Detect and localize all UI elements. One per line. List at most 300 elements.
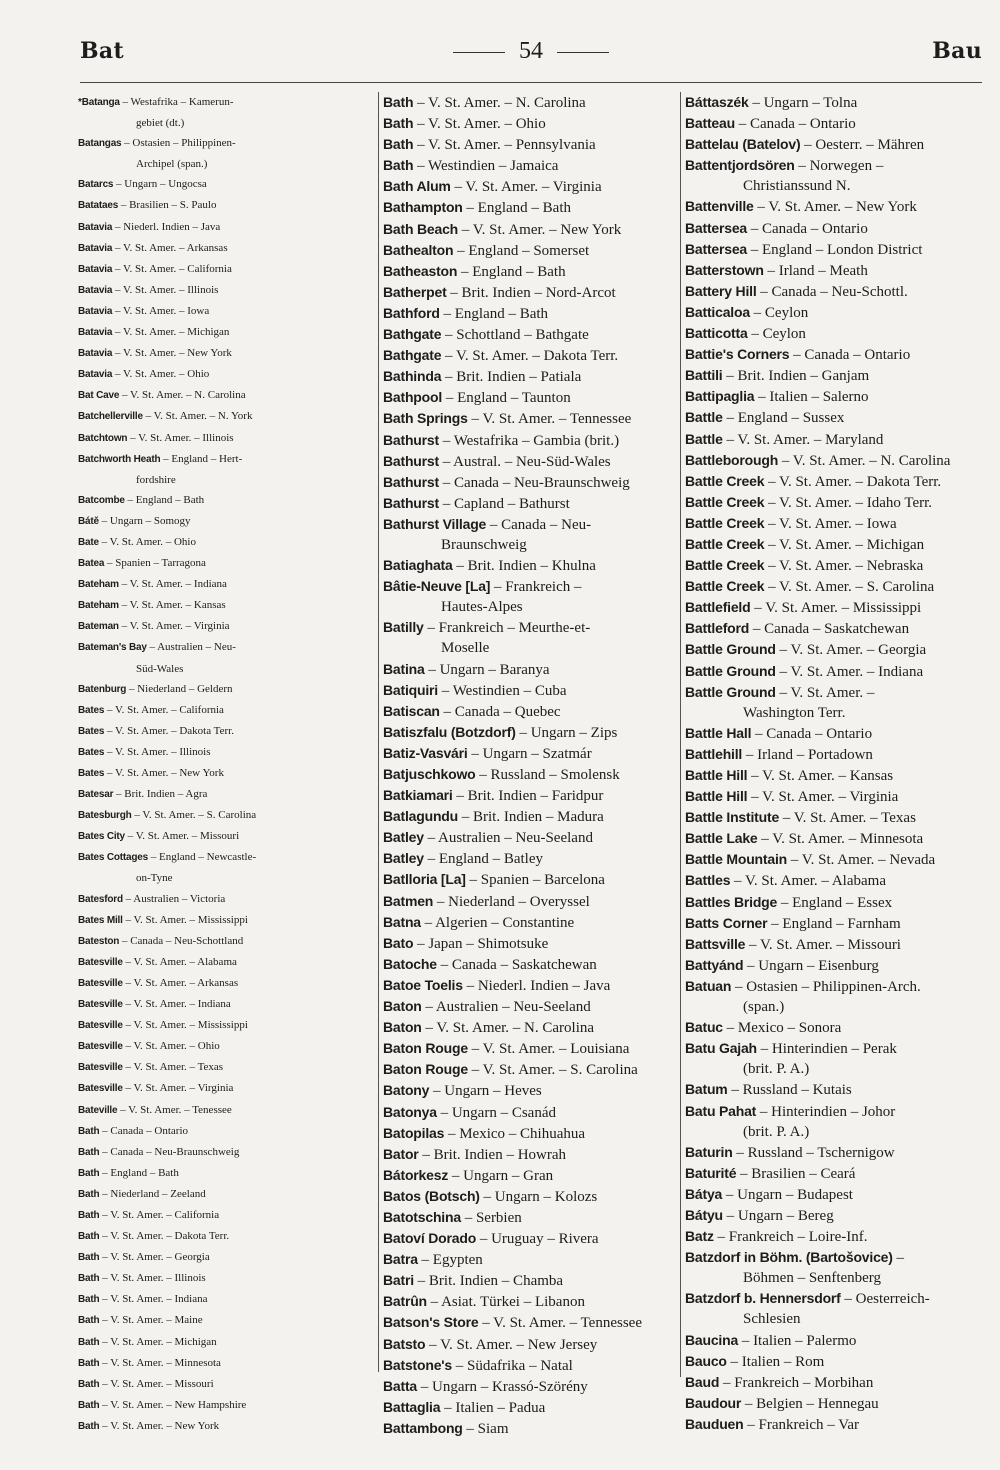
entry-headword: Battle Hall: [685, 724, 752, 741]
entry-headword: Batticaloa: [685, 303, 750, 320]
entry-headword: Batteau: [685, 115, 735, 132]
entry-headword: Bath: [78, 1188, 100, 1200]
entry-continuation: Moselle: [441, 640, 490, 657]
gazetteer-entry: [383, 1312, 679, 1333]
gazetteer-entry: [685, 744, 985, 765]
entry-headword: Batesville: [78, 1062, 123, 1074]
entry-headword: Báttaszék: [685, 94, 749, 110]
entry-headword: Batina: [383, 660, 425, 677]
gazetteer-entry: [383, 975, 679, 996]
gazetteer-entry: [383, 451, 679, 472]
entry-headword: Baucina: [685, 1331, 739, 1348]
entry-headword: Bath: [78, 1252, 100, 1264]
entry-headword: Batchtown: [78, 432, 128, 444]
entry-headword: Batz: [685, 1228, 714, 1245]
gazetteer-entry: [78, 1395, 374, 1416]
gazetteer-entry: [78, 1100, 374, 1121]
entry-location: – Japan – Shimotsuke: [413, 935, 549, 952]
entry-headword: Baton: [383, 998, 422, 1015]
entry-headword: Bath: [78, 1399, 100, 1411]
entry-location: – V. St. Amer. – Michigan: [764, 536, 925, 553]
entry-location: – V. St. Amer. – Michigan: [99, 1335, 217, 1348]
gazetteer-entry: [78, 721, 374, 742]
gazetteer-entry: [78, 574, 374, 595]
gazetteer-entry: [685, 386, 985, 407]
gazetteer-entry: [685, 682, 985, 703]
entry-location: – Italien – Salerno: [754, 389, 869, 406]
gazetteer-entry: [685, 1288, 985, 1309]
entry-location: – V. St. Amer. – Ohio: [98, 535, 196, 548]
gazetteer-entry: [78, 1057, 374, 1078]
entry-headword: Baton Rouge: [383, 1040, 468, 1057]
entry-location: – Niederland – Zeeland: [99, 1187, 206, 1200]
entry-location: – Egypten: [417, 1252, 483, 1269]
entry-headword: Batarcs: [78, 179, 114, 191]
gazetteer-entry: [383, 1038, 679, 1059]
entry-location: – V. St. Amer. – New York: [112, 347, 232, 360]
entry-headword: Batkiamari: [383, 787, 453, 804]
entry-headword: Batticotta: [685, 325, 748, 342]
column-1: [78, 92, 374, 1437]
entry-location: – V. St. Amer. – N. Carolina: [421, 1020, 595, 1037]
gazetteer-entry: [383, 1334, 679, 1355]
entry-location: – Serbien: [460, 1209, 522, 1226]
entry-headword: Batavia: [78, 263, 113, 275]
entry-headword: Battyánd: [685, 956, 744, 973]
page-number: [80, 38, 982, 65]
gazetteer-entry: [685, 1017, 985, 1038]
entry-headword: *Batanga: [78, 97, 120, 108]
entry-location: – Russland – Kutais: [727, 1082, 852, 1099]
gazetteer-entry: [383, 1228, 679, 1249]
entry-headword: Bátě: [78, 515, 99, 527]
gazetteer-entry: [78, 511, 374, 532]
entry-location: – V. St. Amer. – Louisiana: [467, 1041, 630, 1058]
gazetteer-entry: [78, 1289, 374, 1310]
entry-location: – Spanien – Barcelona: [465, 872, 605, 889]
entry-location: – V. St. Amer. – Iowa: [764, 515, 897, 532]
entry-headword: Bates Mill: [78, 914, 123, 926]
entry-headword: Batu Gajah: [685, 1040, 757, 1057]
gazetteer-entry: [383, 324, 679, 345]
entry-location: –: [892, 1250, 904, 1267]
gazetteer-entry: [685, 892, 985, 913]
entry-location: – V. St. Amer. – Alabama: [122, 955, 237, 968]
entry-location: – Westafrika – Gambia (brit.): [438, 432, 620, 449]
entry-location: – V. St. Amer. – Virginia: [118, 620, 230, 633]
entry-location: – V. St. Amer. – Ohio: [112, 368, 210, 381]
entry-headword: Bathurst: [383, 494, 439, 511]
gazetteer-entry: [78, 973, 374, 994]
entry-location: – V. St. Amer. – New York: [104, 767, 224, 779]
entry-location: – Brit. Indien – Patiala: [441, 369, 582, 386]
gazetteer-entry: [383, 1059, 679, 1080]
gazetteer-entry: [383, 1102, 679, 1123]
gazetteer-entry: [383, 387, 679, 408]
entry-headword: Batsto: [383, 1335, 426, 1352]
gazetteer-entry: [383, 1249, 679, 1270]
entry-location: – Frankreich –: [490, 579, 582, 596]
gazetteer-entry: [383, 555, 679, 576]
entry-headword: Batesville: [78, 999, 123, 1011]
entry-location: – V. St. Amer. – New York: [458, 221, 622, 238]
entry-headword: Bates: [78, 768, 105, 779]
gazetteer-entry: [383, 933, 679, 954]
gazetteer-entry: [383, 1144, 679, 1165]
entry-location: – V. St. Amer. – California: [112, 262, 232, 275]
gazetteer-entry: [78, 595, 374, 616]
gazetteer-entry: [383, 764, 679, 785]
gazetteer-entry: [78, 217, 374, 238]
gazetteer-entry: [685, 513, 985, 534]
entry-headword: Battle Creek: [685, 535, 765, 552]
entry-location: – V. St. Amer. – N. Carolina: [119, 389, 246, 402]
gazetteer-entry: [78, 1015, 374, 1036]
gazetteer-entry: [685, 92, 985, 113]
gazetteer-entry: [685, 196, 985, 217]
entry-headword: Bateville: [78, 1104, 118, 1116]
entry-location: – V. St. Amer. – Kansas: [747, 768, 894, 784]
entry-location: – Niederland – Geldern: [126, 682, 233, 695]
gazetteer-entry: [685, 1038, 985, 1059]
gazetteer-entry: [383, 806, 679, 827]
entry-location: – England – Essex: [777, 894, 893, 911]
entry-headword: Bath: [383, 157, 414, 174]
gazetteer-entry: [78, 1247, 374, 1268]
entry-location: – V. St. Amer. – Mississippi: [122, 913, 248, 926]
entry-headword: Batzdorf b. Hennersdorf: [685, 1290, 841, 1307]
column-2: [378, 92, 679, 1437]
entry-headword: Bathgate: [383, 347, 442, 364]
entry-location: – Canada – Saskatchewan: [436, 956, 597, 973]
entry-location: – V. St. Amer. – Nevada: [787, 852, 936, 869]
entry-headword: Batterstown: [685, 261, 764, 278]
entry-headword: Baton: [383, 1019, 422, 1036]
entry-location: – V. St. Amer. – Ohio: [413, 116, 546, 133]
gazetteer-entry: [78, 490, 374, 511]
gazetteer-entry: [685, 913, 985, 934]
entry-continuation: Schlesien: [743, 1311, 801, 1328]
gazetteer-entry: [685, 1101, 985, 1122]
entry-headword: Batiscan: [383, 702, 440, 719]
entry-headword: Battle Hill: [685, 767, 748, 783]
entry-location: – England – Bath: [124, 493, 205, 506]
entry-location: – Frankreich – Loire-Inf.: [713, 1229, 868, 1246]
entry-headword: Batcombe: [78, 494, 125, 506]
gazetteer-entry: [685, 955, 985, 976]
entry-headword: Bathurst: [383, 452, 439, 469]
entry-headword: Bátyu: [685, 1206, 723, 1223]
entry-location: – Irland – Portadown: [742, 746, 873, 763]
entry-location: – Brit. Indien – Howrah: [418, 1146, 567, 1163]
gazetteer-entry: [78, 637, 374, 658]
gazetteer-entry: [78, 1268, 374, 1289]
entry-location: – V. St. Amer. – S. Carolina: [131, 809, 257, 822]
entry-headword: Batson's Store: [383, 1314, 479, 1331]
entry-location: – V. St. Amer. – Dakota Terr.: [441, 348, 619, 365]
entry-headword: Bath Beach: [383, 220, 459, 237]
entry-headword: Batataes: [78, 200, 119, 212]
gazetteer-entry: [685, 870, 985, 891]
gazetteer-entry: [383, 1376, 679, 1397]
entry-location: – V. St. Amer. – Iowa: [112, 304, 210, 317]
gazetteer-entry: [383, 92, 679, 113]
gazetteer-entry: [383, 240, 679, 261]
gazetteer-entry: [383, 848, 679, 869]
gazetteer-entry: [383, 282, 679, 303]
entry-headword: Bâtie-Neuve [La]: [383, 578, 491, 595]
gazetteer-entry: [685, 828, 985, 849]
entry-location: – V. St. Amer. – Pennsylvania: [413, 137, 596, 154]
entry-location: – England – Bath: [462, 200, 571, 217]
entry-location: – V. St. Amer. – Dakota Terr.: [764, 473, 942, 490]
entry-headword: Batlagundu: [383, 808, 458, 825]
entry-headword: Battambong: [383, 1419, 463, 1436]
gazetteer-entry: [685, 1330, 985, 1351]
entry-headword: Batum: [685, 1081, 728, 1098]
gazetteer-entry: [685, 1142, 985, 1163]
entry-headword: Batlloria [La]: [383, 871, 466, 888]
entry-headword: Bathgate: [383, 326, 442, 343]
gazetteer-entry: [78, 92, 374, 113]
entry-headword: Batiquiri: [383, 681, 438, 698]
gazetteer-entry: [383, 1017, 679, 1038]
header-rule: [80, 82, 982, 83]
gazetteer-entry: [78, 1226, 374, 1247]
entry-headword: Batangas: [78, 138, 122, 150]
entry-headword: Batts Corner: [685, 914, 768, 931]
entry-location: – England – Sussex: [722, 410, 845, 427]
gazetteer-entry: [78, 700, 374, 721]
entry-headword: Batesford: [78, 893, 123, 905]
entry-headword: Batilly: [383, 619, 424, 636]
entry-location: – Spanien – Tarragona: [104, 557, 206, 570]
gazetteer-entry: [78, 1142, 374, 1163]
entry-location: – Ungarn – Szatmár: [467, 745, 592, 762]
entry-headword: Batheaston: [383, 262, 458, 279]
entry-location: – Russland – Tschernigow: [732, 1144, 895, 1161]
entry-location: – Brit. Indien – Ganjam: [722, 368, 870, 385]
entry-headword: Batesburgh: [78, 810, 132, 822]
entry-location: – England – Hert-: [160, 452, 243, 465]
gazetteer-entry: [685, 471, 985, 492]
entry-location: – Ungarn – Krassó-Szörény: [417, 1378, 588, 1395]
entry-headword: Batea: [78, 558, 105, 570]
entry-location: – V. St. Amer. – Indiana: [122, 998, 231, 1011]
entry-location: – V. St. Amer. – Virginia: [122, 1082, 234, 1095]
entry-location: – Schottland – Bathgate: [441, 327, 589, 344]
entry-location: – Ungarn – Csanád: [436, 1104, 556, 1121]
entry-location: – V. St. Amer. – Texas: [122, 1061, 224, 1074]
entry-location: – Ungarn – Gran: [448, 1167, 554, 1184]
entry-headword: Bates: [78, 704, 105, 716]
gazetteer-entry: [383, 996, 679, 1017]
entry-headword: Batonya: [383, 1103, 437, 1120]
gazetteer-entry: [685, 976, 985, 997]
entry-headword: Batiszfalu (Botzdorf): [383, 723, 516, 740]
entry-location: – Niederl. Indien – Java: [462, 977, 611, 994]
gazetteer-entry: [78, 364, 374, 385]
gazetteer-entry: [78, 1416, 374, 1437]
entry-location: – Mexico – Sonora: [722, 1020, 842, 1037]
entry-headword: Batesar: [78, 789, 114, 801]
gazetteer-entry: [383, 1355, 679, 1376]
entry-location: – Ostasien – Philippinen-Arch.: [731, 978, 921, 995]
page-header: [80, 38, 982, 72]
entry-headword: Battle Ground: [685, 662, 776, 679]
entry-location: – Uruguay – Rivera: [476, 1231, 599, 1248]
gazetteer-entry: [685, 365, 985, 386]
entry-location: – V. St. Amer. – Minnesota: [99, 1356, 221, 1369]
gazetteer-entry: [383, 345, 679, 366]
entry-headword: Bath: [78, 1273, 100, 1285]
entry-headword: Bath: [78, 1357, 100, 1369]
gazetteer-entry: [78, 805, 374, 826]
gazetteer-entry: [685, 1247, 985, 1268]
gazetteer-entry: [685, 239, 985, 260]
entry-headword: Battle Lake: [685, 830, 758, 847]
entry-headword: Battlefield: [685, 599, 751, 616]
entry-headword: Batoe Toelis: [383, 976, 463, 993]
entry-headword: Bato: [383, 934, 414, 951]
gazetteer-entry: [383, 617, 679, 638]
entry-headword: Battaglia: [383, 1398, 441, 1415]
entry-headword: Battle Creek: [685, 578, 765, 595]
entry-location: – V. St. Amer. – Maryland: [722, 431, 884, 448]
entry-location: – V. St. Amer. – Illinois: [127, 431, 234, 444]
entry-location: – Südafrika – Natal: [452, 1357, 573, 1374]
gazetteer-entry: [685, 534, 985, 555]
entry-headword: Batrûn: [383, 1293, 427, 1310]
gazetteer-entry: [383, 1186, 679, 1207]
entry-headword: Baton Rouge: [383, 1061, 468, 1078]
entry-headword: Bath Alum: [383, 178, 451, 195]
entry-location: – Ungarn – Bereg: [722, 1207, 834, 1224]
entry-headword: Bath: [78, 1209, 100, 1221]
gazetteer-entry: [383, 134, 679, 155]
entry-headword: Battersea: [685, 219, 748, 236]
gazetteer-entry: [685, 155, 985, 176]
entry-location: – V. St. Amer. – Michigan: [112, 326, 230, 339]
gazetteer-entry: [78, 889, 374, 910]
entry-headword: Bathford: [383, 304, 440, 321]
entry-headword: Batavia: [78, 327, 113, 339]
entry-headword: Batavia: [78, 305, 113, 317]
entry-headword: Bathealton: [383, 241, 454, 258]
entry-location: – V. St. Amer. – Maine: [99, 1314, 203, 1327]
gazetteer-entry: [685, 134, 985, 155]
entry-location: – V. St. Amer. – Illinois: [99, 1272, 206, 1285]
entry-location: – Siam: [462, 1420, 509, 1437]
entry-headword: Battles: [685, 872, 731, 889]
gazetteer-entry: [685, 1372, 985, 1393]
entry-headword: Bate: [78, 536, 99, 548]
entry-location: – V. St. Amer. – S. Carolina: [764, 579, 935, 596]
gazetteer-entry: [685, 1184, 985, 1205]
entry-headword: Bateman: [78, 621, 119, 633]
entry-location: – V. St. Amer. – Virginia: [747, 789, 899, 806]
gazetteer-entry: [78, 553, 374, 574]
entry-location: – V. St. Amer. – Indiana: [99, 1293, 208, 1306]
gazetteer-entry: [383, 785, 679, 806]
gazetteer-entry: [685, 555, 985, 576]
entry-location: – V. St. Amer. – Texas: [779, 810, 916, 827]
entry-location: – V. St. Amer. – Georgia: [775, 642, 927, 659]
gazetteer-entry: [685, 260, 985, 281]
entry-location: – Westindien – Cuba: [437, 682, 567, 699]
entry-location: – Westindien – Jamaica: [413, 158, 559, 175]
entry-location: – Brit. Indien – Khulna: [452, 558, 596, 575]
entry-location: – Canada – Neu-: [486, 516, 592, 533]
entry-continuation: Braunschweig: [441, 536, 527, 553]
entry-headword: Bath: [78, 1231, 100, 1243]
entry-headword: Bath: [78, 1378, 100, 1390]
entry-headword: Battleborough: [685, 451, 779, 468]
entry-location: – Ungarn – Tolna: [748, 95, 858, 111]
entry-location: – Italien – Palermo: [738, 1332, 857, 1349]
entry-headword: Bath Springs: [383, 410, 468, 427]
gazetteer-entry: [685, 618, 985, 639]
entry-location: – Niederl. Indien – Java: [112, 220, 221, 233]
entry-headword: Batony: [383, 1082, 430, 1099]
entry-location: – V. St. Amer. – Indiana: [118, 578, 227, 591]
gazetteer-entry: [685, 1393, 985, 1414]
gazetteer-entry: [383, 197, 679, 218]
gazetteer-entry: [383, 219, 679, 240]
entry-headword: Battery Hill: [685, 282, 757, 299]
gazetteer-entry: [78, 1078, 374, 1099]
entry-headword: Batavia: [78, 348, 113, 360]
entry-headword: Battle Ground: [685, 641, 776, 658]
entry-location: – V. St. Amer. – New Jersey: [425, 1336, 598, 1353]
entry-location: – Italien – Rom: [726, 1353, 825, 1370]
entry-headword: Bath: [78, 1294, 100, 1306]
entry-headword: Batotschina: [383, 1208, 461, 1225]
gazetteer-entry: [78, 385, 374, 406]
entry-location: – Irland – Meath: [763, 262, 868, 279]
entry-headword: Bathurst: [383, 473, 439, 490]
entry-headword: Batchellerville: [78, 411, 143, 423]
entry-headword: Battle Creek: [685, 514, 765, 531]
gazetteer-entry: [685, 281, 985, 302]
entry-location: – England – Taunton: [442, 390, 571, 407]
entry-headword: Batesville: [78, 1020, 123, 1032]
entry-headword: Batchworth Heath: [78, 453, 161, 465]
entry-location: – Ostasien – Philippinen-: [121, 137, 236, 150]
entry-headword: Battleford: [685, 620, 750, 637]
gazetteer-entry: [383, 176, 679, 197]
entry-headword: Battlehill: [685, 745, 743, 762]
entry-headword: Battles Bridge: [685, 893, 778, 910]
entry-location: – V. St. Amer. – Alabama: [730, 873, 886, 890]
gazetteer-entry: [685, 1226, 985, 1247]
entry-location: – V. St. Amer. – S. Carolina: [467, 1062, 638, 1079]
gazetteer-entry: [383, 827, 679, 848]
entry-location: – V. St. Amer. – New York: [753, 199, 917, 216]
entry-location: – V. St. Amer. – Missouri: [745, 936, 901, 953]
gazetteer-entry: [78, 238, 374, 259]
gazetteer-entry: [685, 1351, 985, 1372]
entry-headword: Battelau (Batelov): [685, 136, 801, 153]
entry-headword: Batavia: [78, 221, 113, 233]
entry-location: – V. St. Amer. – Nebraska: [764, 558, 924, 575]
entry-location: – Hinterindien – Perak: [756, 1041, 897, 1058]
entry-headword: Batenburg: [78, 683, 127, 695]
entry-headword: Battle Mountain: [685, 851, 787, 868]
entry-continuation: (span.): [743, 999, 785, 1016]
entry-location: – Mexico – Chihuahua: [444, 1125, 586, 1142]
gazetteer-entry: [685, 1163, 985, 1184]
